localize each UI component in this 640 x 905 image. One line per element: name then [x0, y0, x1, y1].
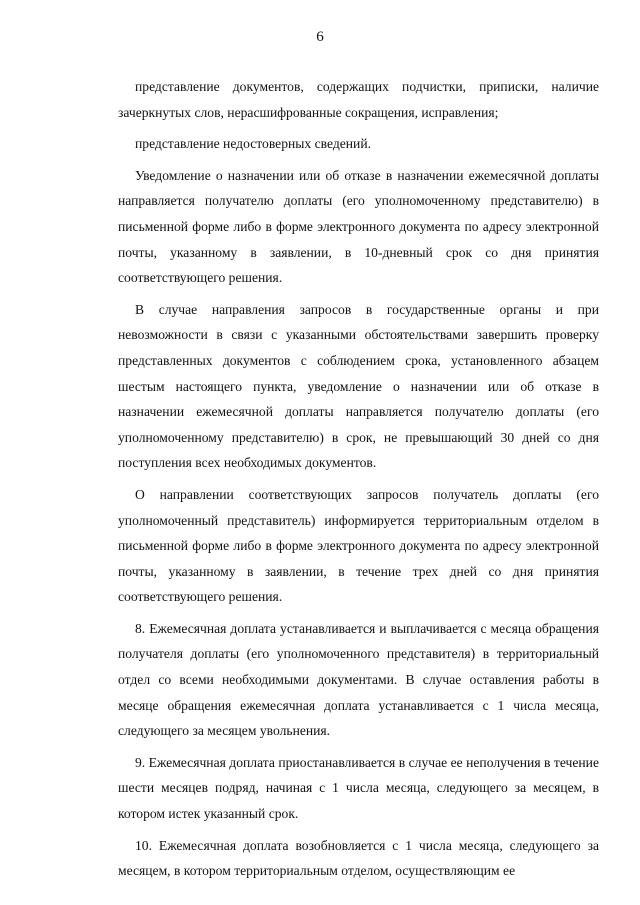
paragraph-1: представление документов, содержащих подчистки, приписки, наличие зачеркнутых слов, нерасшифрованные сокращения, исправления;	[118, 79, 599, 120]
paragraph-3: Уведомление о назначении или об отказе в назначении ежемесячной доплаты направляется получателю доплаты (его уполномоченному представителю) в письменной форме либо в форме электронного документа по адресу электронной почты, указанному в заявлении, в 10-дневный срок со дня принятия соответствующего решения.	[118, 167, 599, 286]
page-number: 6	[316, 29, 324, 45]
paragraph-8: 10. Ежемесячная доплата возобновляется с 1 числа месяца, следующего за месяцем, в котором территориальным отделом, осуществляющим ее	[118, 837, 599, 879]
paragraph-5: О направлении соответствующих запросов получатель доплаты (его уполномоченный представитель) информируется территориальным отделом в письменной форме либо в форме электронного документа по адресу электронной почты, указанному в заявлении, в течение трех дней со дня принятия соответствующего решения.	[118, 486, 599, 605]
paragraph-6: 8. Ежемесячная доплата устанавливается и выплачивается с месяца обращения получателя доплаты (его уполномоченного представителя) в территориальный отдел со всеми необходимыми документами. В случае оставления работы в месяце обращения ежемесячная доплата устанавливается с 1 числа месяца, следующего за месяцем увольнения.	[118, 620, 599, 739]
document-body	[118, 74, 599, 884]
paragraph-2: представление недостоверных сведений.	[135, 136, 371, 152]
paragraph-7: 9. Ежемесячная доплата приостанавливается в случае ее неполучения в течение шести месяцев подряд, начиная с 1 числа месяца, следующего за месяцем, в котором истек указанный срок.	[118, 754, 599, 822]
paragraph-4: В случае направления запросов в государственные органы и при невозможности в связи с указанными обстоятельствами завершить проверку представленных документов с соблюдением срока, установленного абзацем шестым настоящего пункта, уведомление о назначении или об отказе в назначении ежемесячной доплаты направляется получателю доплаты (его уполномоченному представителю) в срок, не превышающий 30 дней со дня поступления всех необходимых документов.	[118, 301, 599, 471]
